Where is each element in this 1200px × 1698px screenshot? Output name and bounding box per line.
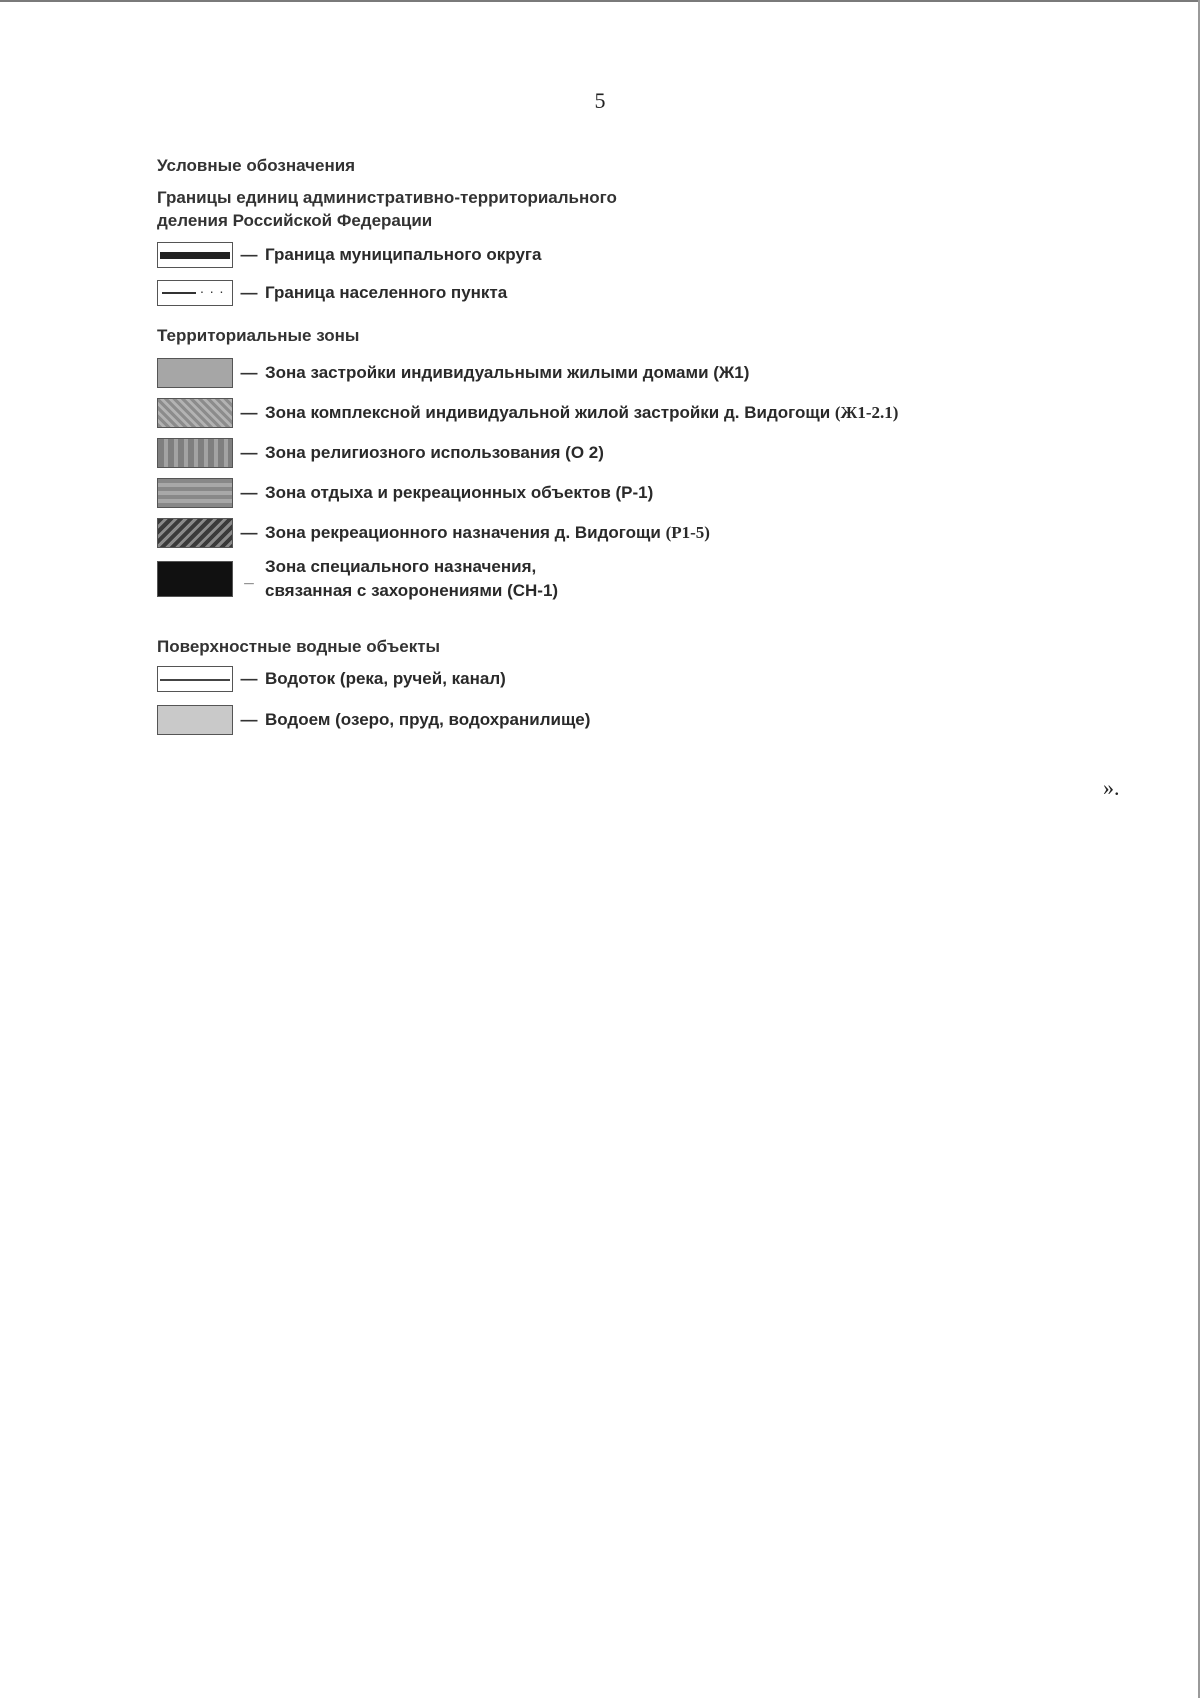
legend-dash: _	[244, 567, 254, 586]
scan-edge-top	[0, 0, 1200, 2]
legend-dash: —	[240, 283, 258, 302]
legend-item-zone-r1	[157, 475, 1057, 511]
legend-item-zone-o2	[157, 435, 1057, 471]
legend-dash: —	[240, 523, 258, 542]
legend-title: Условные обозначения	[157, 156, 356, 175]
legend-item-settlement-boundary	[157, 278, 1057, 308]
legend-label-line-2: связанная с захоронениями (СН-1)	[265, 581, 559, 600]
legend-label: Зона застройки индивидуальными жилыми домами (Ж1)	[265, 363, 750, 382]
legend-label: Водоток (река, ручей, канал)	[265, 669, 506, 688]
legend-label-text: Зона комплексной индивидуальной жилой застройки д. Видогощи	[265, 403, 835, 422]
zone-zh1-2-1-swatch-icon	[157, 398, 233, 428]
zone-zh1-swatch-icon	[157, 358, 233, 388]
legend-item-zone-p1-5	[157, 515, 1057, 551]
legend-item-zone-zh1-2-1	[157, 395, 1057, 431]
legend-label	[265, 403, 898, 423]
legend-dash: —	[240, 443, 258, 462]
legend-label: Зона религиозного использования (О 2)	[265, 443, 604, 462]
legend-dash: —	[240, 363, 258, 382]
legend-label: Граница населенного пункта	[265, 283, 508, 302]
legend-item-municipal-boundary	[157, 240, 1057, 270]
zone-r1-swatch-icon	[157, 478, 233, 508]
legend-label-text: Зона рекреационного назначения д. Видогощи	[265, 523, 666, 542]
page-number: 5	[594, 88, 606, 113]
legend-label	[265, 555, 558, 603]
legend-label: Зона отдыха и рекреационных объектов (Р-1)	[265, 483, 654, 502]
municipal-boundary-line-icon	[157, 242, 233, 268]
legend-dash: —	[240, 403, 258, 422]
legend-label	[265, 523, 710, 543]
water-heading: Поверхностные водные объекты	[157, 637, 441, 656]
admin-boundaries-heading	[157, 186, 1057, 232]
legend-dash: —	[240, 669, 258, 688]
admin-heading-line-1: Границы единиц административно-территориального	[157, 188, 617, 207]
zone-p1-5-swatch-icon	[157, 518, 233, 548]
legend-dash: —	[240, 710, 258, 729]
legend-item-zone-zh1	[157, 355, 1057, 391]
zone-o2-swatch-icon	[157, 438, 233, 468]
closing-quote: ».	[1103, 775, 1120, 800]
legend-label: Граница муниципального округа	[265, 245, 542, 264]
zones-heading: Территориальные зоны	[157, 326, 360, 345]
zone-sn1-swatch-icon	[157, 561, 233, 597]
legend-dash: —	[240, 483, 258, 502]
legend-label: Водоем (озеро, пруд, водохранилище)	[265, 710, 591, 729]
watercourse-line-icon	[157, 666, 233, 692]
legend-label-line-1: Зона специального назначения,	[265, 557, 537, 576]
reservoir-swatch-icon	[157, 705, 233, 735]
legend-label-code: (Ж1-2.1)	[834, 403, 899, 422]
legend-item-zone-sn1	[157, 555, 1057, 609]
admin-heading-line-2: деления Российской Федерации	[157, 211, 433, 230]
map-legend	[157, 156, 1057, 742]
legend-label-code: (Р1-5)	[665, 523, 710, 542]
legend-dash: —	[240, 245, 258, 264]
legend-item-watercourse	[157, 664, 1057, 694]
settlement-boundary-line-icon	[157, 280, 233, 306]
legend-item-reservoir	[157, 702, 1057, 738]
